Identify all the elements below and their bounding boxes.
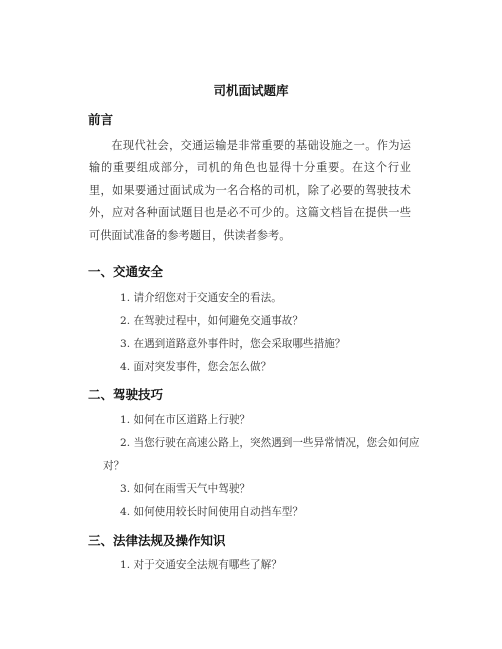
section-heading-driving-skills: 二、驾驶技巧 xyxy=(88,387,164,402)
section-heading-laws-operations: 三、法律法规及操作知识 xyxy=(88,533,226,548)
list-item: 2. 在驾驶过程中，如何避免交通事故？ xyxy=(120,315,303,327)
list-item: 4. 如何使用较长时间使用自动挡车型？ xyxy=(120,506,303,518)
document-title: 司机面试题库 xyxy=(213,83,289,98)
section-heading-traffic-safety: 一、交通安全 xyxy=(88,264,164,279)
list-item: 1. 请介绍您对于交通安全的看法。 xyxy=(120,292,282,304)
list-item: 4. 面对突发事件，您会怎么做？ xyxy=(120,361,272,373)
list-item: 3. 在遇到道路意外事件时，您会采取哪些措施？ xyxy=(120,338,346,350)
list-item: 1. 如何在市区道路上行驶？ xyxy=(120,414,251,426)
preface-heading: 前言 xyxy=(88,112,114,127)
preface-paragraph: 在现代社会，交通运输是非常重要的基础设施之一。作为运输的重要组成部分，司机的角色也显得十分重要。在这个行业里，如果要通过面试成为一名合格的司机，除了必要的驾驶技术外，应对各种面试题目也是必不可少的。这篇文档旨在提供一些可供面试准备的参考题目，供读者参考。 xyxy=(89,139,411,242)
list-item: 1. 对于交通安全法规有哪些了解？ xyxy=(120,559,282,571)
list-item: 3. 如何在雨雪天气中驾驶？ xyxy=(120,483,251,495)
list-item: 2. 当您行驶在高速公路上，突然遇到一些异常情况，您会如何应对？ xyxy=(103,437,420,472)
